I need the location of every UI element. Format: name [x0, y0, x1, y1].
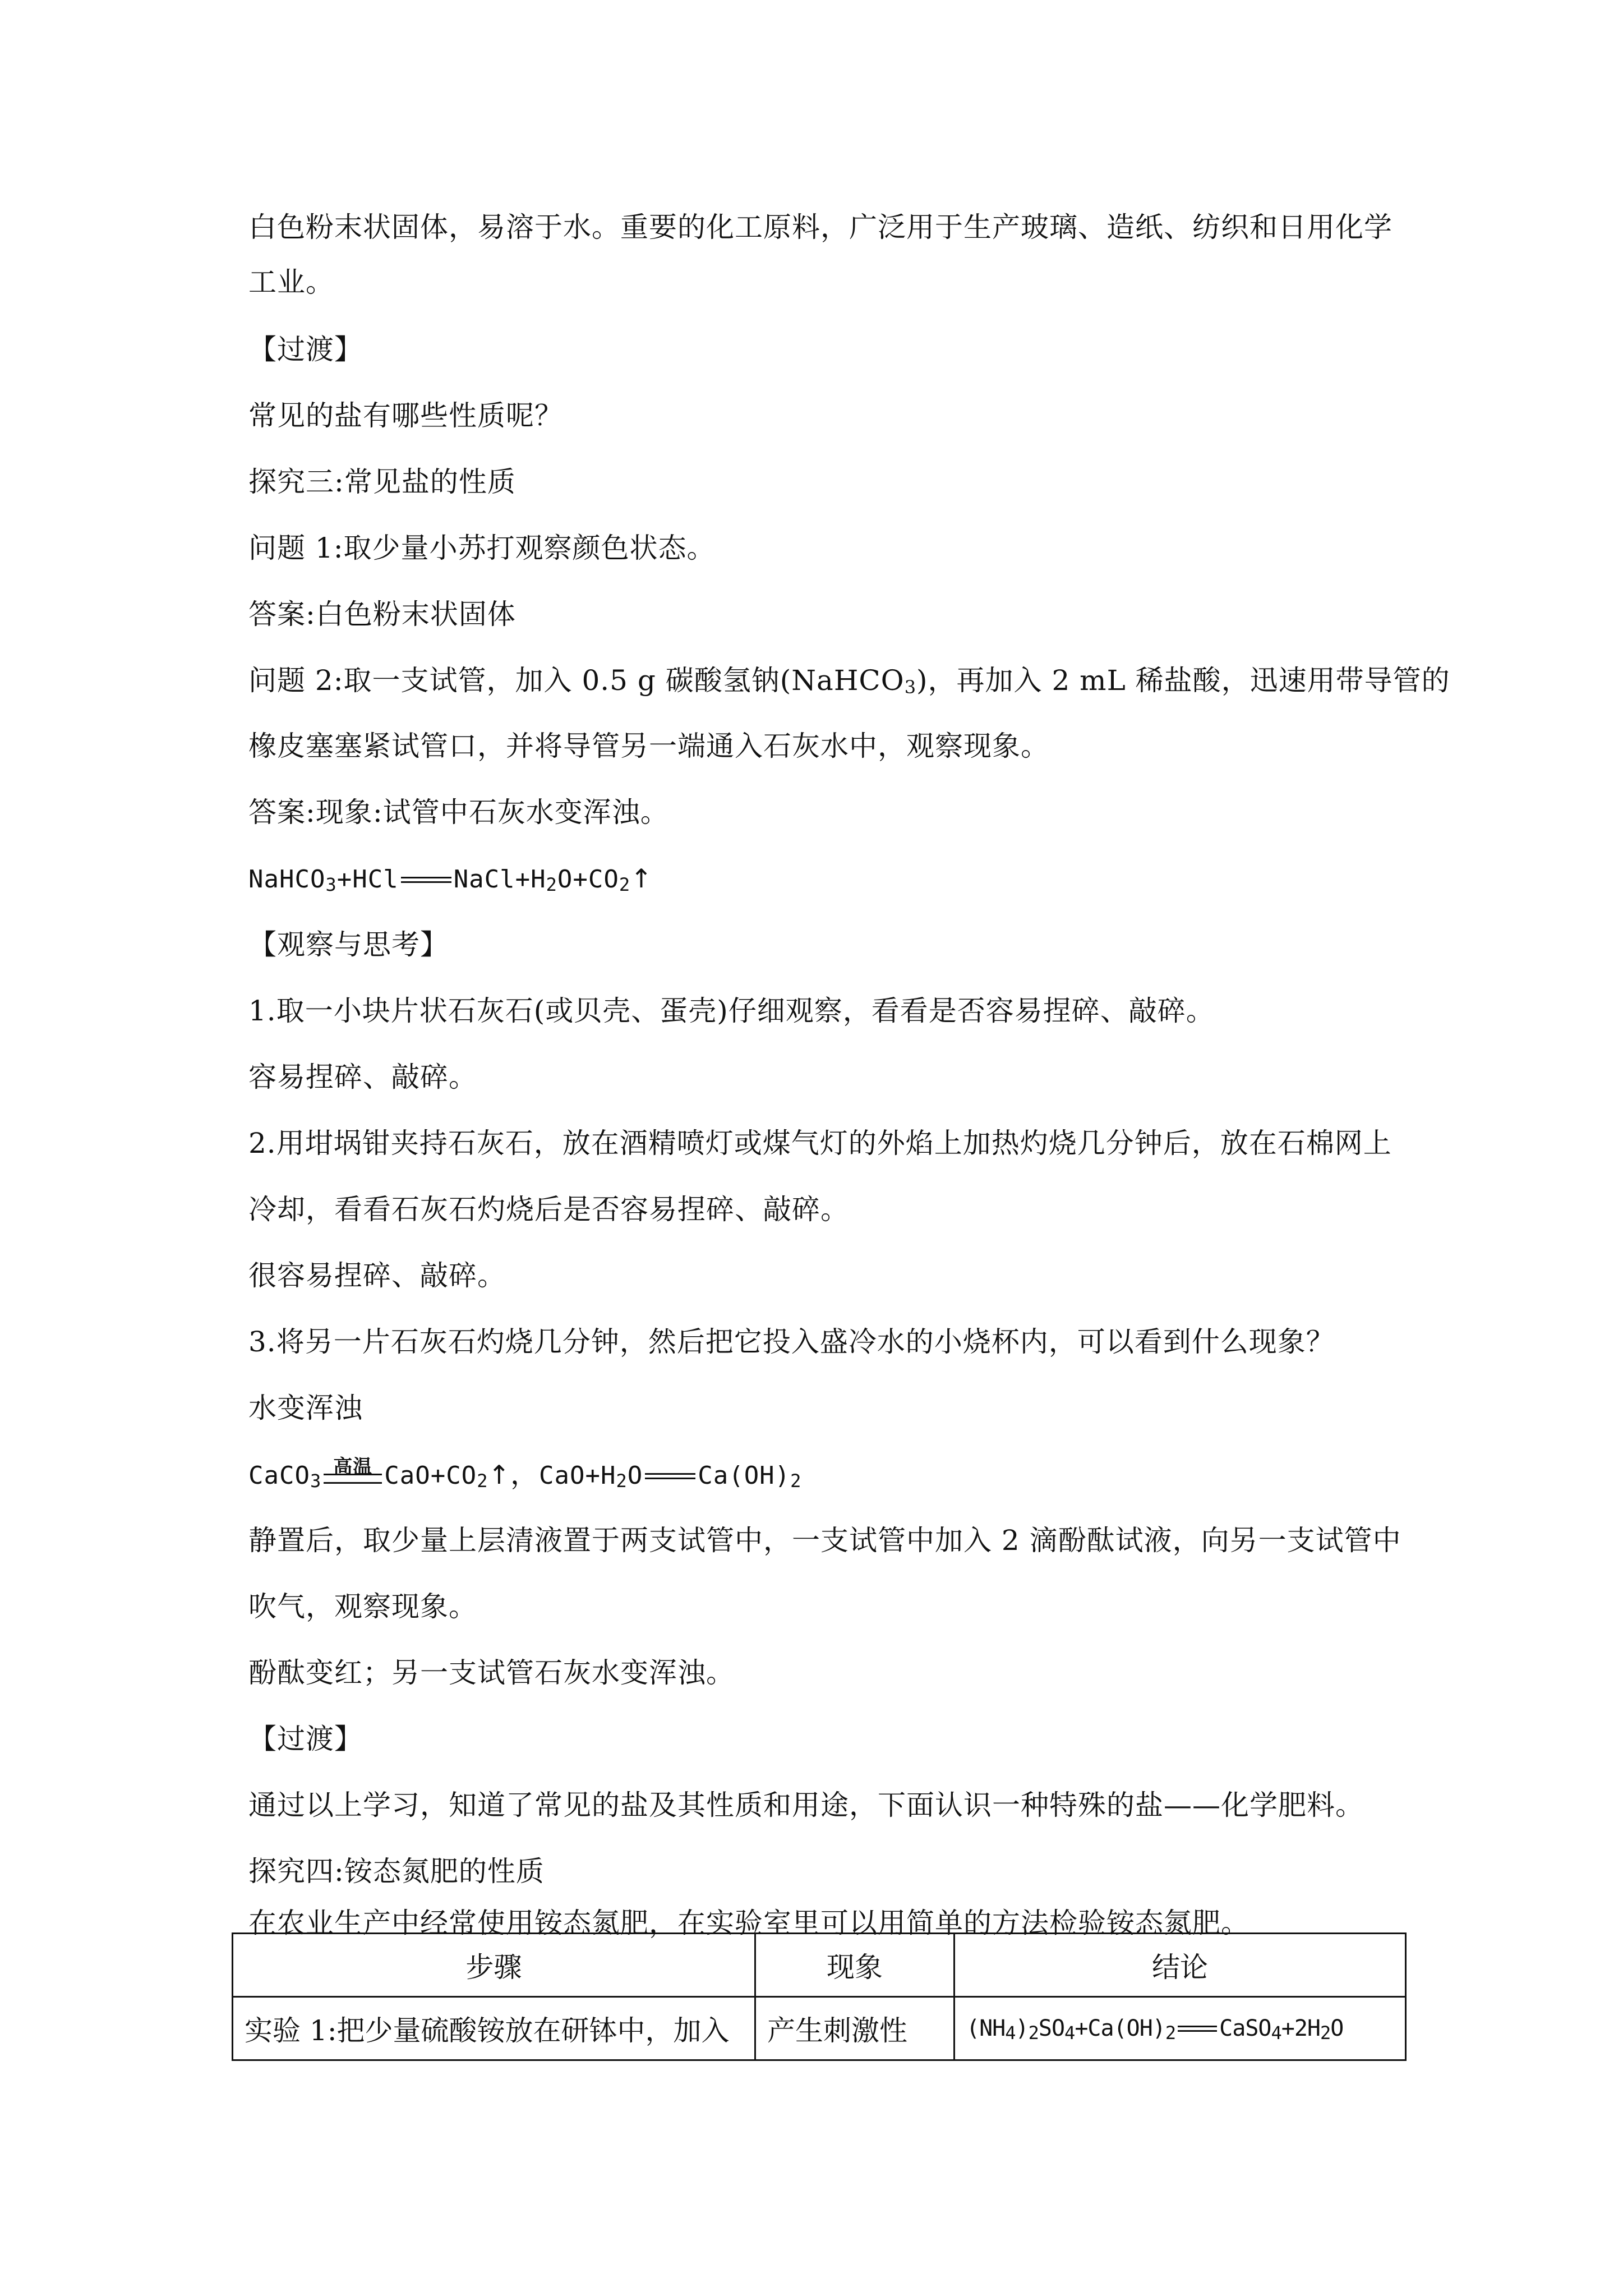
- observe-1: 1.取一小块片状石灰石(或贝壳、蛋壳)仔细观察，看看是否容易捏碎、敲碎。: [248, 995, 1215, 1027]
- observe-2: 2.用坩埚钳夹持石灰石，放在酒精喷灯或煤气灯的外焰上加热灼烧几分钟后，放在石棉网上: [248, 1127, 1392, 1159]
- eq3-sub: 2: [1165, 2022, 1176, 2044]
- ammonium-test-table: [232, 1932, 1407, 2061]
- eq2-sub: 3: [310, 1470, 322, 1492]
- eq2-sub: 2: [616, 1470, 628, 1492]
- eq3-term: SO: [1038, 2016, 1065, 2041]
- eq1-term: +HCl: [336, 865, 399, 894]
- separator: ，: [510, 1458, 539, 1490]
- equals-sign: [645, 1471, 695, 1483]
- transition-2-text: 通过以上学习，知道了常见的盐及其性质和用途，下面认识一种特殊的盐——化学肥料。: [248, 1789, 1364, 1821]
- observe-4-cont: 吹气，观察现象。: [248, 1590, 477, 1623]
- question-2-subscript: 3: [904, 677, 917, 698]
- eq1-sub: 2: [619, 874, 631, 895]
- cell-phenomenon: 产生刺激性: [755, 1997, 955, 2060]
- gas-arrow-icon: ↑: [488, 1460, 510, 1490]
- eq3-sub: 4: [1064, 2022, 1075, 2044]
- equation-limestone: [248, 1457, 801, 1493]
- column-header-conclusion: 结论: [955, 1934, 1406, 1997]
- condition-label: 高温: [333, 1456, 373, 1478]
- heading-observe-think: 【观察与思考】: [248, 928, 449, 961]
- eq1-term: NaHCO: [248, 865, 326, 894]
- answer-2: 答案:现象:试管中石灰水变浑浊。: [248, 796, 669, 829]
- paragraph-sodium-carbonate: 白色粉末状固体，易溶于水。重要的化工原料，广泛用于生产玻璃、造纸、纺织和日用化学: [248, 211, 1393, 243]
- eq2-term: CaO+CO: [384, 1461, 477, 1490]
- eq3-term: +Ca(OH): [1075, 2016, 1165, 2041]
- question-common-salt: 常见的盐有哪些性质呢？: [248, 399, 563, 432]
- answer-1: 答案:白色粉末状固体: [248, 598, 516, 631]
- question-2-text-b: )，再加入 2 mL 稀盐酸，迅速用带导管的: [916, 664, 1450, 697]
- observe-4-answer: 酚酞变红；另一支试管石灰水变浑浊。: [248, 1657, 735, 1689]
- eq2-sub: 2: [790, 1470, 802, 1492]
- eq2-term: CaO+H: [539, 1461, 616, 1490]
- eq3-term: O: [1330, 2016, 1344, 2041]
- eq3-sub: 4: [1271, 2022, 1281, 2044]
- heading-explore-4: 探究四:铵态氮肥的性质: [248, 1855, 545, 1888]
- eq2-term: O: [627, 1461, 643, 1490]
- observe-1-answer: 容易捏碎、敲碎。: [248, 1061, 477, 1093]
- eq1-term: NaCl+H: [453, 865, 546, 894]
- question-2-cont: 橡皮塞塞紧试管口，并将导管另一端通入石灰水中，观察现象。: [248, 730, 1049, 762]
- observe-2-answer: 很容易捏碎、敲碎。: [248, 1259, 506, 1292]
- equals-sign: [401, 875, 451, 886]
- eq3-sub: 4: [1005, 2022, 1016, 2044]
- column-header-steps: 步骤: [233, 1934, 755, 1997]
- eq2-term: Ca(OH): [698, 1461, 791, 1490]
- eq2-sub: 2: [477, 1470, 488, 1492]
- observe-3-answer: 水变浑浊: [248, 1392, 363, 1424]
- high-temperature-condition: [324, 1456, 382, 1488]
- eq1-term: O+CO: [557, 865, 619, 894]
- eq3-term: ): [1015, 2016, 1029, 2041]
- eq3-term: (NH: [966, 2016, 1006, 2041]
- eq3-term: +2H: [1281, 2016, 1320, 2041]
- heading-explore-3: 探究三:常见盐的性质: [248, 466, 516, 498]
- question-2: [248, 664, 1450, 697]
- heading-transition-2: 【过渡】: [248, 1723, 363, 1755]
- question-2-text-a: 问题 2:取一支试管，加入 0.5 g 碳酸氢钠(NaHCO: [248, 664, 905, 697]
- paragraph-sodium-carbonate-cont: 工业。: [248, 266, 334, 298]
- equals-sign: [1178, 2024, 1217, 2035]
- observe-2-cont: 冷却，看看石灰石灼烧后是否容易捏碎、敲碎。: [248, 1193, 849, 1226]
- question-1: 问题 1:取少量小苏打观察颜色状态。: [248, 532, 716, 564]
- observe-3: 3.将另一片石灰石灼烧几分钟，然后把它投入盛冷水的小烧杯内，可以看到什么现象？: [248, 1326, 1335, 1358]
- eq3-term: CaSO: [1219, 2016, 1271, 2041]
- equals-sign: [324, 1474, 382, 1484]
- table-row: [233, 1997, 1406, 2060]
- eq1-sub: 2: [546, 874, 557, 895]
- cell-conclusion-equation: [955, 1997, 1406, 2060]
- cell-step: 实验 1:把少量硫酸铵放在研钵中，加入: [233, 1997, 755, 2060]
- heading-transition: 【过渡】: [248, 333, 363, 366]
- eq2-term: CaCO: [248, 1461, 310, 1490]
- eq3-sub: 2: [1320, 2022, 1331, 2044]
- gas-arrow-icon: ↑: [630, 863, 653, 894]
- ammonium-intro: 在农业生产中经常使用铵态氮肥，在实验室里可以用简单的方法检验铵态氮肥。: [248, 1907, 1249, 1939]
- eq3-sub: 2: [1028, 2022, 1039, 2044]
- column-header-phenomenon: 现象: [755, 1934, 955, 1997]
- table-header-row: [233, 1934, 1406, 1997]
- eq1-sub: 3: [325, 874, 337, 895]
- equation-sodium-bicarbonate-hcl: [248, 862, 653, 896]
- observe-4: 静置后，取少量上层清液置于两支试管中，一支试管中加入 2 滴酚酞试液，向另一支试管中: [248, 1524, 1401, 1557]
